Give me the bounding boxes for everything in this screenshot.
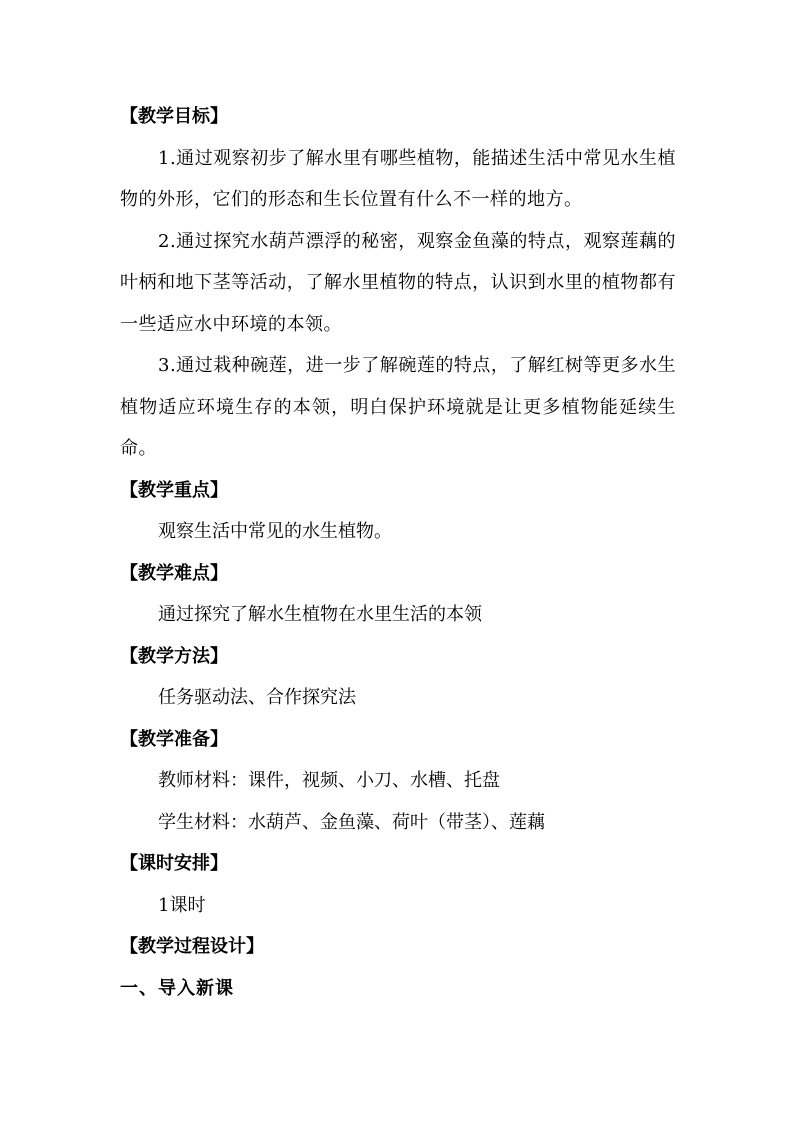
key-heading: 【教学重点】 [120, 479, 228, 501]
goal-3: 3.通过栽种碗莲，进一步了解碗莲的特点，了解红树等更多水生植物适应环境生存的本领，明白保护环境就是让更多植物能延续生命。 [120, 355, 676, 459]
prep-teacher: 教师材料：课件，视频、小刀、水槽、托盘 [158, 770, 500, 791]
schedule-heading: 【课时安排】 [120, 853, 228, 874]
prep-heading: 【教学准备】 [120, 728, 228, 750]
key-text: 观察生活中常见的水生植物。 [158, 521, 392, 542]
method-text: 任务驱动法、合作探究法 [158, 687, 356, 708]
part-one-heading: 一、导入新课 [120, 977, 234, 999]
goal-2: 2.通过探究水葫芦漂浮的秘密，观察金鱼藻的特点，观察莲藕的叶柄和地下茎等活动，了解水里植物的特点，认识到水里的植物都有一些适应水中环境的本领。 [120, 230, 676, 335]
method-heading: 【教学方法】 [120, 645, 228, 667]
process-heading: 【教学过程设计】 [120, 936, 264, 957]
goal-1: 1.通过观察初步了解水里有哪些植物，能描述生活中常见水生植物的外形，它们的形态和生长位置有什么不一样的地方。 [120, 147, 676, 210]
difficulty-text: 通过探究了解水生植物在水里生活的本领 [158, 604, 482, 625]
difficulty-heading: 【教学难点】 [120, 562, 228, 584]
schedule-text: 1课时 [158, 894, 206, 916]
prep-student: 学生材料：水葫芦、金鱼藻、荷叶（带茎）、莲藕 [158, 811, 545, 833]
goals-heading: 【教学目标】 [120, 106, 228, 127]
document-page [120, 96, 676, 1009]
